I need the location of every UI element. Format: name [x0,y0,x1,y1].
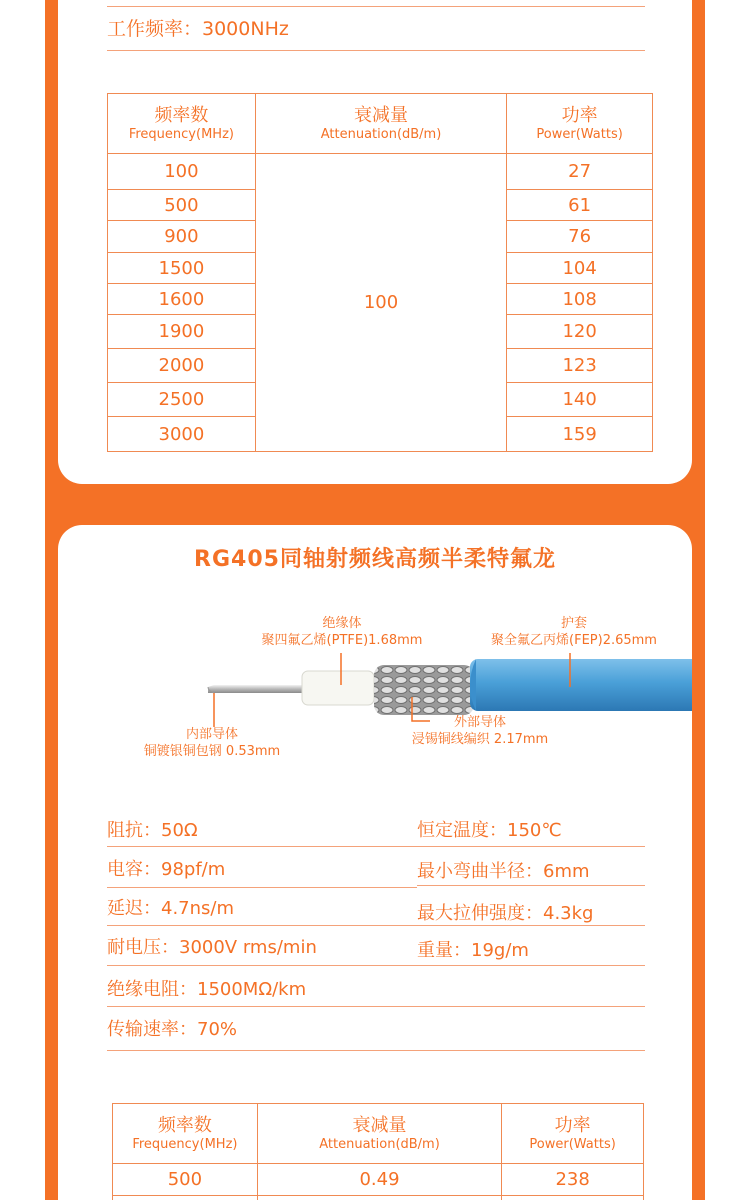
frequency-table [107,93,653,452]
table-row: 900 76 [108,221,653,253]
spec-impedance: 阻抗：50Ω [107,820,198,841]
spec-tensile-strength: 最大拉伸强度：4.3kg [417,903,594,924]
spec-voltage: 耐电压：3000V rms/min [107,937,317,958]
table-row: 1600 108 [108,284,653,315]
attenuation-merged-cell: 100 [255,154,506,452]
divider [107,965,645,966]
inner-conductor-label: 内部导体 铜镀银铜包钢 0.53mm [143,727,281,759]
spec-insulation-resistance: 绝缘电阻：1500MΩ/km [107,979,307,1000]
header-attenuation: 衰减量 Attenuation(dB/m) [257,1104,501,1164]
table-row: 3000 159 [108,417,653,452]
working-frequency-text: 工作频率：3000NHz [107,18,289,40]
header-frequency: 频率数 Frequency(MHz) [113,1104,258,1164]
table-row: 1900 120 [108,315,653,349]
table-row: 500 0.49 238 [113,1164,644,1196]
jacket-shape [470,659,692,711]
table-row [113,1196,644,1200]
outer-conductor-label: 外部导体 浸锡铜线编织 2.17mm [411,715,549,747]
jacket-label: 护套 聚全氟乙丙烯(FEP)2.65mm [491,616,657,648]
divider [107,846,645,847]
divider [107,925,645,926]
spec-velocity: 传输速率：70% [107,1019,238,1040]
table-row: 100 100 27 [108,154,653,190]
spec-capacitance: 电容：98pf/m [107,859,226,880]
left-white-band [0,0,45,1200]
header-power: 功率 Power(Watts) [502,1104,644,1164]
divider [417,885,645,886]
table-row: 2500 140 [108,383,653,417]
header-frequency: 频率数 Frequency(MHz) [108,94,256,154]
header-attenuation: 衰减量 Attenuation(dB/m) [255,94,506,154]
divider [107,1006,645,1007]
spec-temperature: 恒定温度：150℃ [417,820,562,841]
divider [107,887,417,888]
spec-bend-radius: 最小弯曲半径：6mm [417,861,590,882]
spec-delay: 延迟：4.7ns/m [107,898,235,919]
header-power: 功率 Power(Watts) [507,94,653,154]
top-spec-card [58,0,692,484]
divider [107,50,645,51]
right-white-band [705,0,750,1200]
divider [107,6,645,7]
table-row: 2000 123 [108,349,653,383]
rg405-product-card [58,525,692,1200]
frequency-table-2 [112,1103,644,1200]
inner-conductor-shape [208,685,308,693]
table-row: 500 61 [108,190,653,221]
product-title: RG405同轴射频线高频半柔特氟龙 [194,547,556,572]
insulator-label: 绝缘体 聚四氟乙烯(PTFE)1.68mm [261,616,423,648]
insulator-shape [302,671,374,705]
table-row: 1500 104 [108,253,653,284]
braid-shape [374,665,474,715]
divider [107,1050,645,1051]
spec-weight: 重量：19g/m [417,940,529,961]
